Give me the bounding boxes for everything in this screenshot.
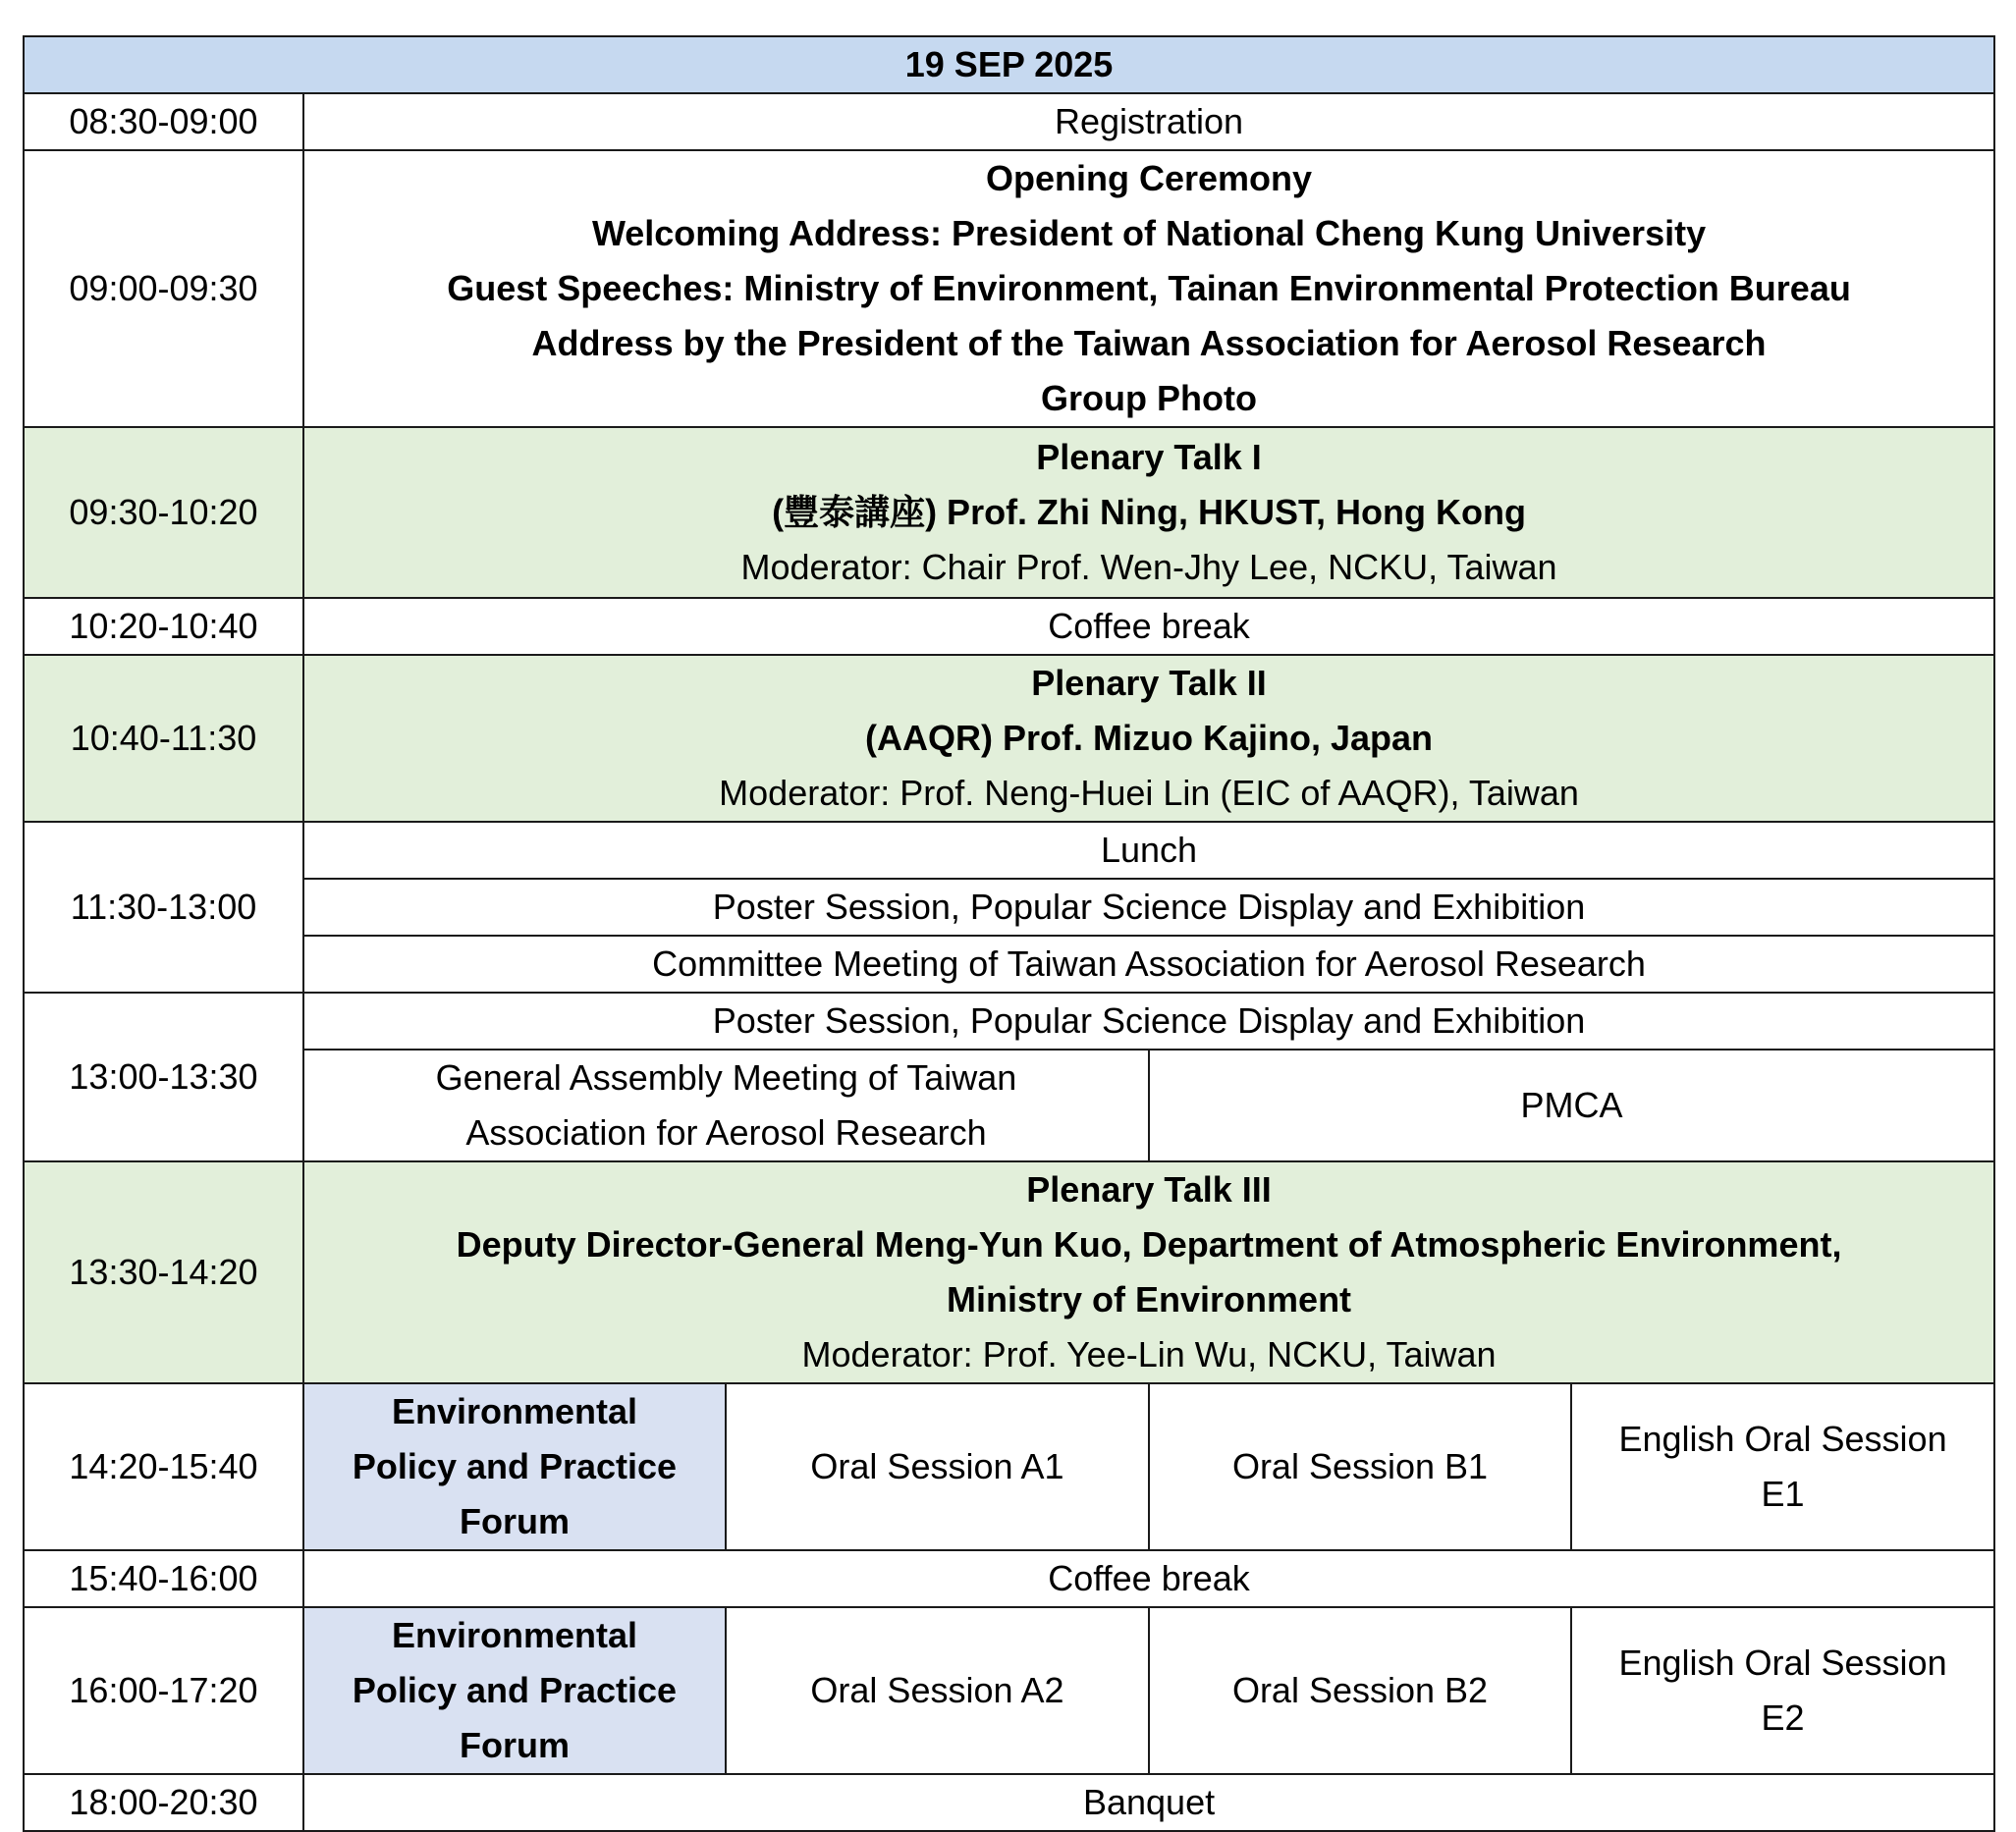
plenary3-title: Plenary Talk III: [1026, 1169, 1272, 1210]
forum-line2: Policy and Practice: [352, 1670, 678, 1710]
assembly-row: [24, 1050, 1994, 1161]
plenary1-cell: [303, 427, 1994, 598]
time-cell: 13:00-13:30: [24, 993, 303, 1161]
general-assembly-cell: [303, 1050, 1149, 1161]
forum-line2: Policy and Practice: [352, 1446, 678, 1486]
plenary2-cell: [303, 655, 1994, 822]
plenary3-row: [24, 1161, 1994, 1383]
president-address: Address by the President of the Taiwan Association for Aerosol Research: [531, 323, 1767, 363]
plenary2-title: Plenary Talk II: [1031, 663, 1267, 703]
plenary2-speaker: (AAQR) Prof. Mizuo Kajino, Japan: [865, 718, 1434, 758]
plenary3-moderator: Moderator: Prof. Yee-Lin Wu, NCKU, Taiwan: [801, 1334, 1497, 1374]
plenary1-moderator: Moderator: Chair Prof. Wen-Jhy Lee, NCKU, Taiwan: [740, 547, 1557, 587]
assembly-line2: Association for Aerosol Research: [465, 1112, 987, 1153]
date-header-row: [24, 36, 1994, 93]
forum-cell: [303, 1383, 726, 1550]
forum-line3: Forum: [460, 1501, 570, 1541]
oral-session-a1-cell: Oral Session A1: [726, 1383, 1149, 1550]
time-cell: 10:40-11:30: [24, 655, 303, 822]
time-cell: 09:00-09:30: [24, 150, 303, 427]
sessions2-row: [24, 1607, 1994, 1774]
plenary3-speaker-line2: Ministry of Environment: [947, 1279, 1352, 1320]
english-session-line1: English Oral Session: [1618, 1643, 1947, 1683]
plenary1-speaker: (豐泰講座) Prof. Zhi Ning, HKUST, Hong Kong: [772, 492, 1526, 532]
time-cell: 13:30-14:20: [24, 1161, 303, 1383]
sessions1-row: [24, 1383, 1994, 1550]
english-session-e2-cell: [1571, 1607, 1994, 1774]
opening-title: Opening Ceremony: [986, 158, 1313, 198]
time-cell: 15:40-16:00: [24, 1550, 303, 1607]
agenda-table: [23, 35, 1995, 1832]
lunch-poster-cell: Poster Session, Popular Science Display and Exhibition: [303, 879, 1994, 936]
pmca-cell: PMCA: [1149, 1050, 1994, 1161]
time-cell: 09:30-10:20: [24, 427, 303, 598]
lunch-poster-row: [24, 879, 1994, 936]
registration-cell: Registration: [303, 93, 1994, 150]
forum-line1: Environmental: [391, 1391, 638, 1431]
time-cell: 16:00-17:20: [24, 1607, 303, 1774]
forum-cell: [303, 1607, 726, 1774]
plenary1-row: [24, 427, 1994, 598]
plenary1-title: Plenary Talk I: [1036, 437, 1262, 477]
plenary3-speaker-line1: Deputy Director-General Meng-Yun Kuo, Department of Atmospheric Environment,: [456, 1224, 1842, 1265]
oral-session-b2-cell: Oral Session B2: [1149, 1607, 1571, 1774]
coffee1-row: [24, 598, 1994, 655]
date-header: 19 SEP 2025: [24, 36, 1994, 93]
banquet-cell: Banquet: [303, 1774, 1994, 1831]
oral-session-b1-cell: Oral Session B1: [1149, 1383, 1571, 1550]
lunch-row: [24, 822, 1994, 879]
time-cell: 14:20-15:40: [24, 1383, 303, 1550]
english-session-line2: E2: [1761, 1697, 1805, 1738]
plenary2-moderator: Moderator: Prof. Neng-Huei Lin (EIC of AAQR), Taiwan: [719, 773, 1579, 813]
opening-row: [24, 150, 1994, 427]
opening-cell: [303, 150, 1994, 427]
committee-cell: Committee Meeting of Taiwan Association for Aerosol Research: [303, 936, 1994, 993]
guest-speeches: Guest Speeches: Ministry of Environment, Tainan Environmental Protection Bureau: [447, 268, 1851, 308]
english-session-e1-cell: [1571, 1383, 1994, 1550]
plenary2-row: [24, 655, 1994, 822]
coffee1-cell: Coffee break: [303, 598, 1994, 655]
oral-session-a2-cell: Oral Session A2: [726, 1607, 1149, 1774]
registration-row: [24, 93, 1994, 150]
lunch-cell: Lunch: [303, 822, 1994, 879]
forum-line3: Forum: [460, 1725, 570, 1765]
english-session-line2: E1: [1761, 1474, 1805, 1514]
time-cell: 11:30-13:00: [24, 822, 303, 993]
poster-row: [24, 993, 1994, 1050]
assembly-line1: General Assembly Meeting of Taiwan: [435, 1057, 1017, 1098]
group-photo: Group Photo: [1041, 378, 1258, 418]
agenda-container: [23, 35, 1993, 1832]
time-cell: 10:20-10:40: [24, 598, 303, 655]
committee-row: [24, 936, 1994, 993]
plenary3-cell: [303, 1161, 1994, 1383]
banquet-row: [24, 1774, 1994, 1831]
coffee2-cell: Coffee break: [303, 1550, 1994, 1607]
time-cell: 08:30-09:00: [24, 93, 303, 150]
english-session-line1: English Oral Session: [1618, 1419, 1947, 1459]
welcoming-address: Welcoming Address: President of National Cheng Kung University: [591, 213, 1707, 253]
forum-line1: Environmental: [391, 1615, 638, 1655]
time-cell: 18:00-20:30: [24, 1774, 303, 1831]
coffee2-row: [24, 1550, 1994, 1607]
poster-cell: Poster Session, Popular Science Display and Exhibition: [303, 993, 1994, 1050]
